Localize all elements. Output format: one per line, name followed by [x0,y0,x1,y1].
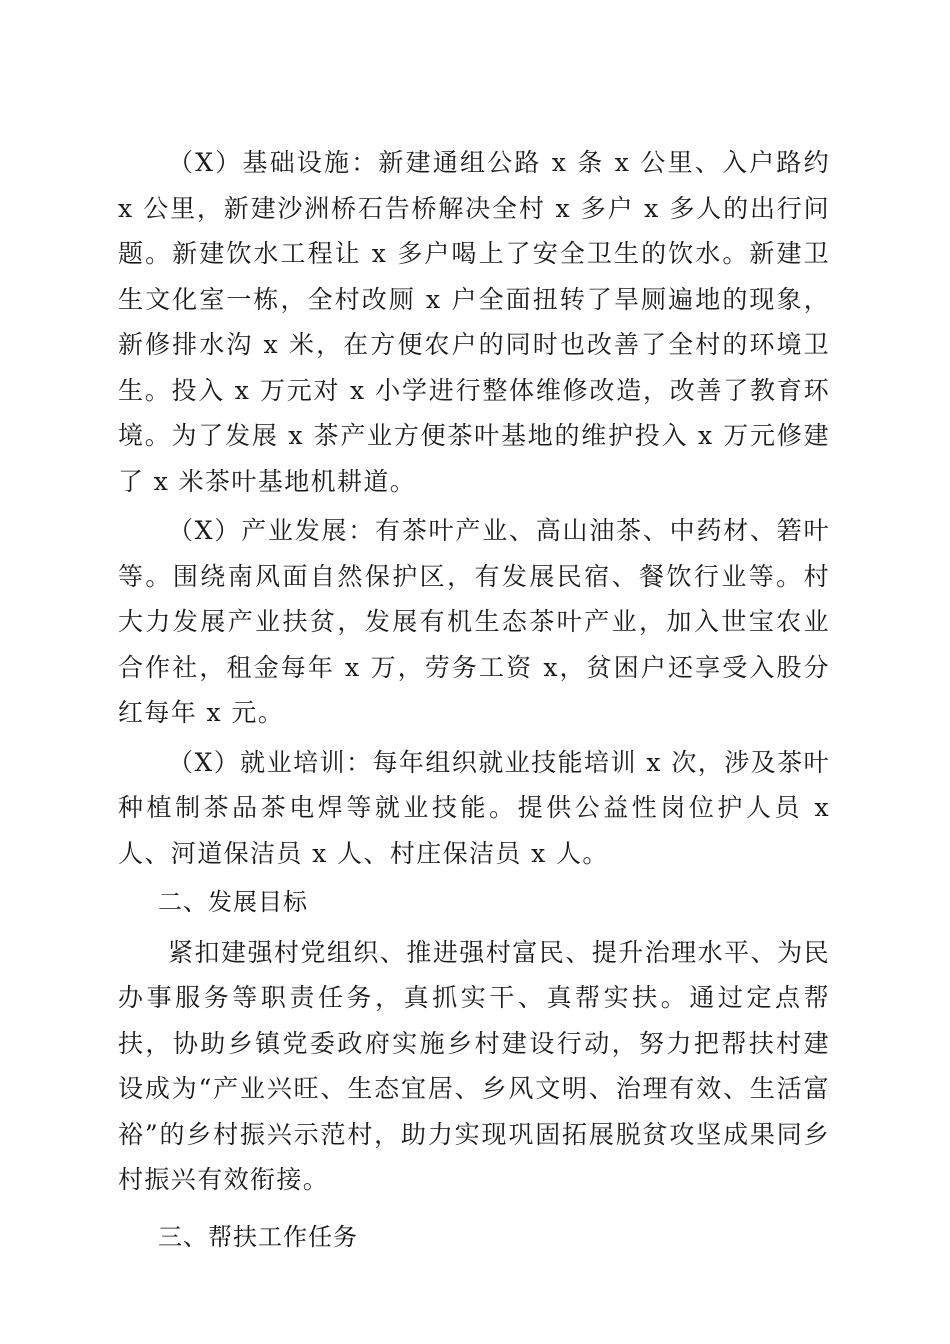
paragraph-infrastructure: （X）基础设施：新建通组公路 x 条 x 公里、入户路约 x 公里，新建沙洲桥石告桥解决全村 x 多户 x 多人的出行问题。新建饮水工程让 x 多户喝上了安全卫生的饮水。新建卫生文化室一栋，全村改厕 x 户全面扭转了旱厕遍地的现象，新修排水沟 x 米，在方便农户的同时也改善了全村的环境卫生。投入 x 万元对 x 小学进行整体维修改造，改善了教育环境。为了发展 x 茶产业方便茶叶基地的维护投入 x 万元修建了 x 米茶叶基地机耕道。 [118,148,830,496]
paragraph-goals: 紧扣建强村党组织、推进强村富民、提升治理水平、为民办事服务等职责任务，真抓实干、真帮实扶。通过定点帮扶，协助乡镇党委政府实施乡村建设行动，努力把帮扶村建设成为“产业兴旺、生态宜居、乡风文明、治理有效、生活富裕”的乡村振兴示范村，助力实现巩固拓展脱贫攻坚成果同乡村振兴有效衔接。 [118,937,830,1194]
paragraph-employment: （X）就业培训：每年组织就业技能培训 x 次，涉及茶叶种植制茶品茶电焊等就业技能。提供公益性岗位护人员 x 人、河道保洁员 x 人、村庄保洁员 x 人。 [118,747,830,868]
paragraph-spacer [118,1203,830,1215]
section-heading-tasks: 三、帮扶工作任务 [158,1222,358,1251]
document-body [118,140,830,1260]
section-heading-goals: 二、发展目标 [158,888,308,916]
paragraph-industry: （X）产业发展：有茶叶产业、高山油茶、中药材、箬叶等。围绕南风面自然保护区，有发展民宿、餐饮行业等。村大力发展产业扶贫，发展有机生态茶叶产业，加入世宝农业合作社，租金每年 x 万，劳务工资 x，贫困户还享受入股分红每年 x 元。 [118,516,830,727]
